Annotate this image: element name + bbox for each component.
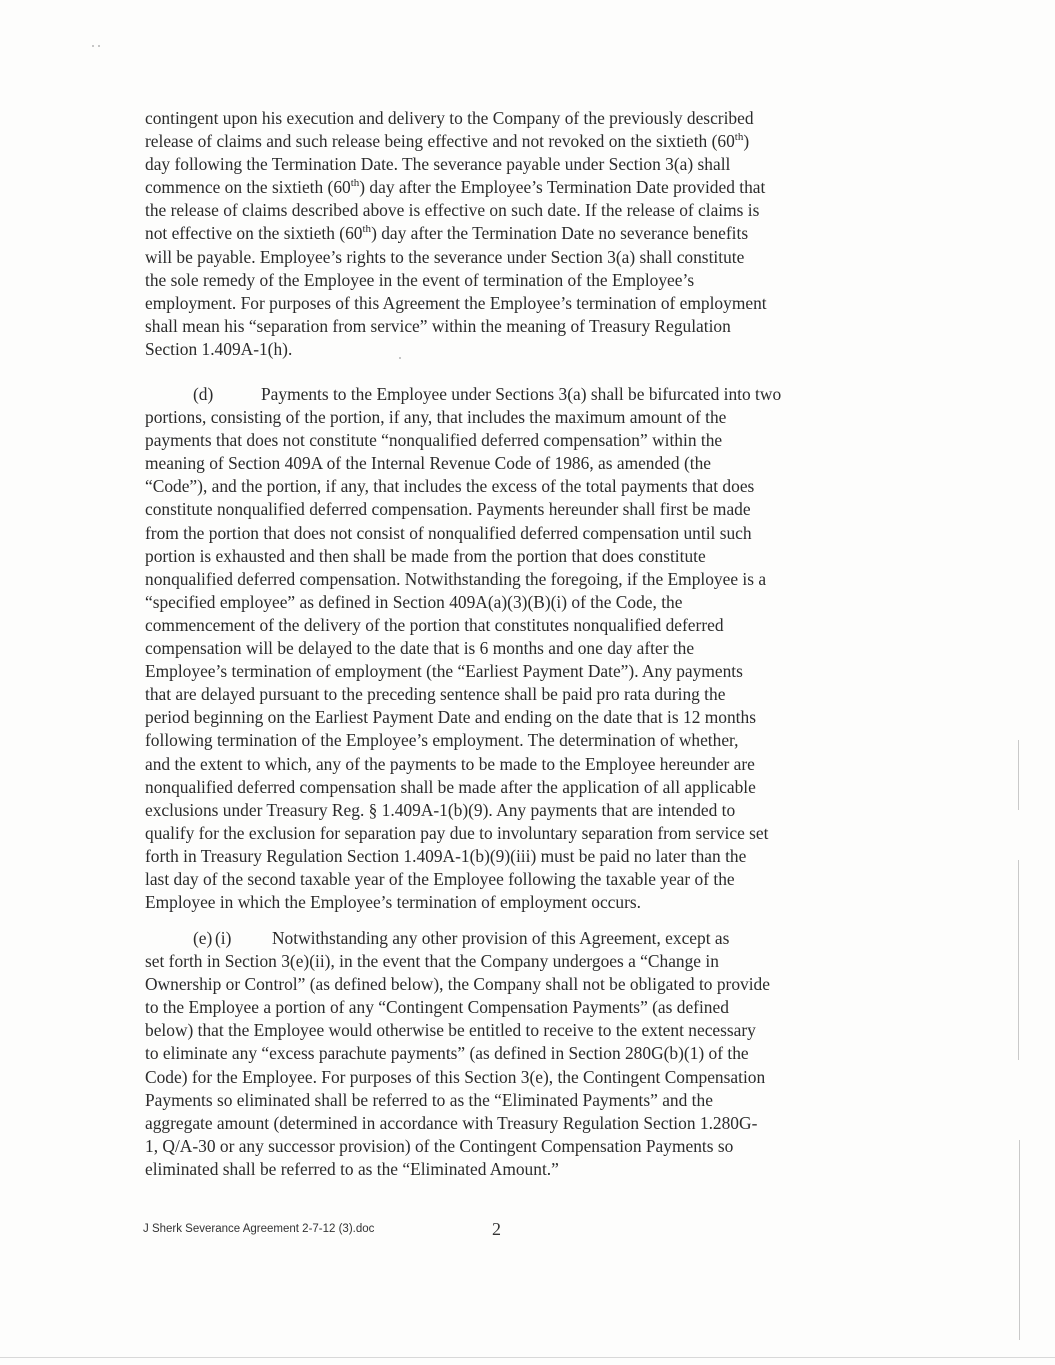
text-line: Employee’s termination of employment (the “Earliest Payment Date”). Any payments [145,661,743,682]
text-line: portions, consisting of the portion, if any, that includes the maximum amount of the [145,407,727,428]
text-line: commencement of the delivery of the portion that constitutes nonqualified deferred [145,614,724,635]
subparagraph-label: (i) [215,928,232,948]
text-line: from the portion that does not consist of nonqualified deferred compensation until such [145,522,752,543]
text-line: nonqualified deferred compensation. Notwithstanding the foregoing, if the Employee is a [145,568,767,589]
text-line: 1, Q/A-30 or any successor provision) of the Contingent Compensation Payments so [145,1135,734,1156]
text-line: qualify for the exclusion for separation pay due to involuntary separation from service set [145,822,769,843]
text-line: portion is exhausted and then shall be made from the portion that does constitute [145,545,706,566]
text-line: payments that does not constitute “nonqualified deferred compensation” within the [145,430,723,451]
text-line: release of claims and such release being effective and not revoked on the sixtieth (60th) [145,131,750,152]
text-line: meaning of Section 409A of the Internal Revenue Code of 1986, as amended (the [145,453,712,474]
text-line: that are delayed pursuant to the preceding sentence shall be paid pro rata during the [145,684,726,705]
scan-edge-line [1019,1140,1020,1340]
scan-speck [98,45,100,47]
text-line: forth in Treasury Regulation Section 1.409A-1(b)(9)(iii) must be paid no later than the [145,845,747,866]
paragraph-d [145,383,865,914]
superscript: th [350,177,360,190]
text-line: eliminated shall be referred to as the “Eliminated Amount.” [145,1158,559,1179]
scan-edge-line [1018,740,1019,810]
text-line: will be payable. Employee’s rights to the severance under Section 3(a) shall constitute [145,246,745,267]
text-line: the release of claims described above is effective on such date. If the release of claims is [145,200,760,221]
paragraph-label: (e) [193,928,213,948]
text-line: (e) (i) Notwithstanding any other provision of this Agreement, except as [145,927,865,950]
text-line: and the extent to which, any of the payments to be made to the Employee hereunder are [145,753,755,774]
text-line: to eliminate any “excess parachute payments” (as defined in Section 280G(b)(1) of the [145,1043,749,1064]
superscript: th [362,223,372,236]
text-line: shall mean his “separation from service” within the meaning of Treasury Regulation [145,315,731,336]
text-line: day following the Termination Date. The severance payable under Section 3(a) shall [145,154,731,175]
text-line: aggregate amount (determined in accordance with Treasury Regulation Section 1.280G- [145,1112,758,1133]
text-line: the sole remedy of the Employee in the event of termination of the Employee’s [145,269,695,290]
superscript: th [734,131,744,144]
text-line: compensation will be delayed to the date that is 6 months and one day after the [145,638,695,659]
text-line: Code) for the Employee. For purposes of this Section 3(e), the Contingent Compensation [145,1066,766,1087]
scan-bottom-line [0,1357,1055,1358]
text-line: period beginning on the Earliest Payment Date and ending on the date that is 12 months [145,707,756,728]
text-line: (d) Payments to the Employee under Sections 3(a) shall be bifurcated into two [193,384,782,404]
text-line: nonqualified deferred compensation shall be made after the application of all applicable [145,776,756,797]
text-line: Employee in which the Employee’s termination of employment occurs. [145,892,641,913]
text-line: employment. For purposes of this Agreement the Employee’s termination of employment [145,292,767,313]
page-number: 2 [492,1219,501,1239]
text-line: Ownership or Control” (as defined below), the Company shall not be obligated to provide [145,974,770,995]
text-line: set forth in Section 3(e)(ii), in the event that the Company undergoes a “Change in [145,951,719,972]
text-line: commence on the sixtieth (60th) day after the Employee’s Termination Date provided that [145,177,766,198]
text-line: last day of the second taxable year of the Employee following the taxable year of the [145,868,735,889]
text-line: to the Employee a portion of any “Contingent Compensation Payments” (as defined [145,997,729,1018]
scan-edge-line [1018,860,1019,1060]
text-line: Payments so eliminated shall be referred to as the “Eliminated Payments” and the [145,1089,713,1110]
text-line: following termination of the Employee’s employment. The determination of whether, [145,730,739,751]
text-line: Section 1.409A-1(h). [145,338,293,359]
text-line: contingent upon his execution and delivery to the Company of the previously described [145,108,754,128]
footer-filename: J Sherk Severance Agreement 2-7-12 (3).doc [143,1223,375,1235]
paragraph-c-continued [145,107,865,361]
text-line: not effective on the sixtieth (60th) day after the Termination Date no severance benefits [145,223,749,244]
text-line: “specified employee” as defined in Section 409A(a)(3)(B)(i) of the Code, the [145,591,683,612]
paragraph-label: (d) [193,384,214,404]
text-line: “Code”), and the portion, if any, that includes the excess of the total payments that does [145,476,755,497]
text-line: exclusions under Treasury Reg. § 1.409A-1(b)(9). Any payments that are intended to [145,799,736,820]
text-line: below) that the Employee would otherwise be entitled to receive to the extent necessary [145,1020,756,1041]
scan-speck [92,45,94,47]
text-line: constitute nonqualified deferred compensation. Payments hereunder shall first be made [145,499,751,520]
paragraph-e [145,927,865,1181]
